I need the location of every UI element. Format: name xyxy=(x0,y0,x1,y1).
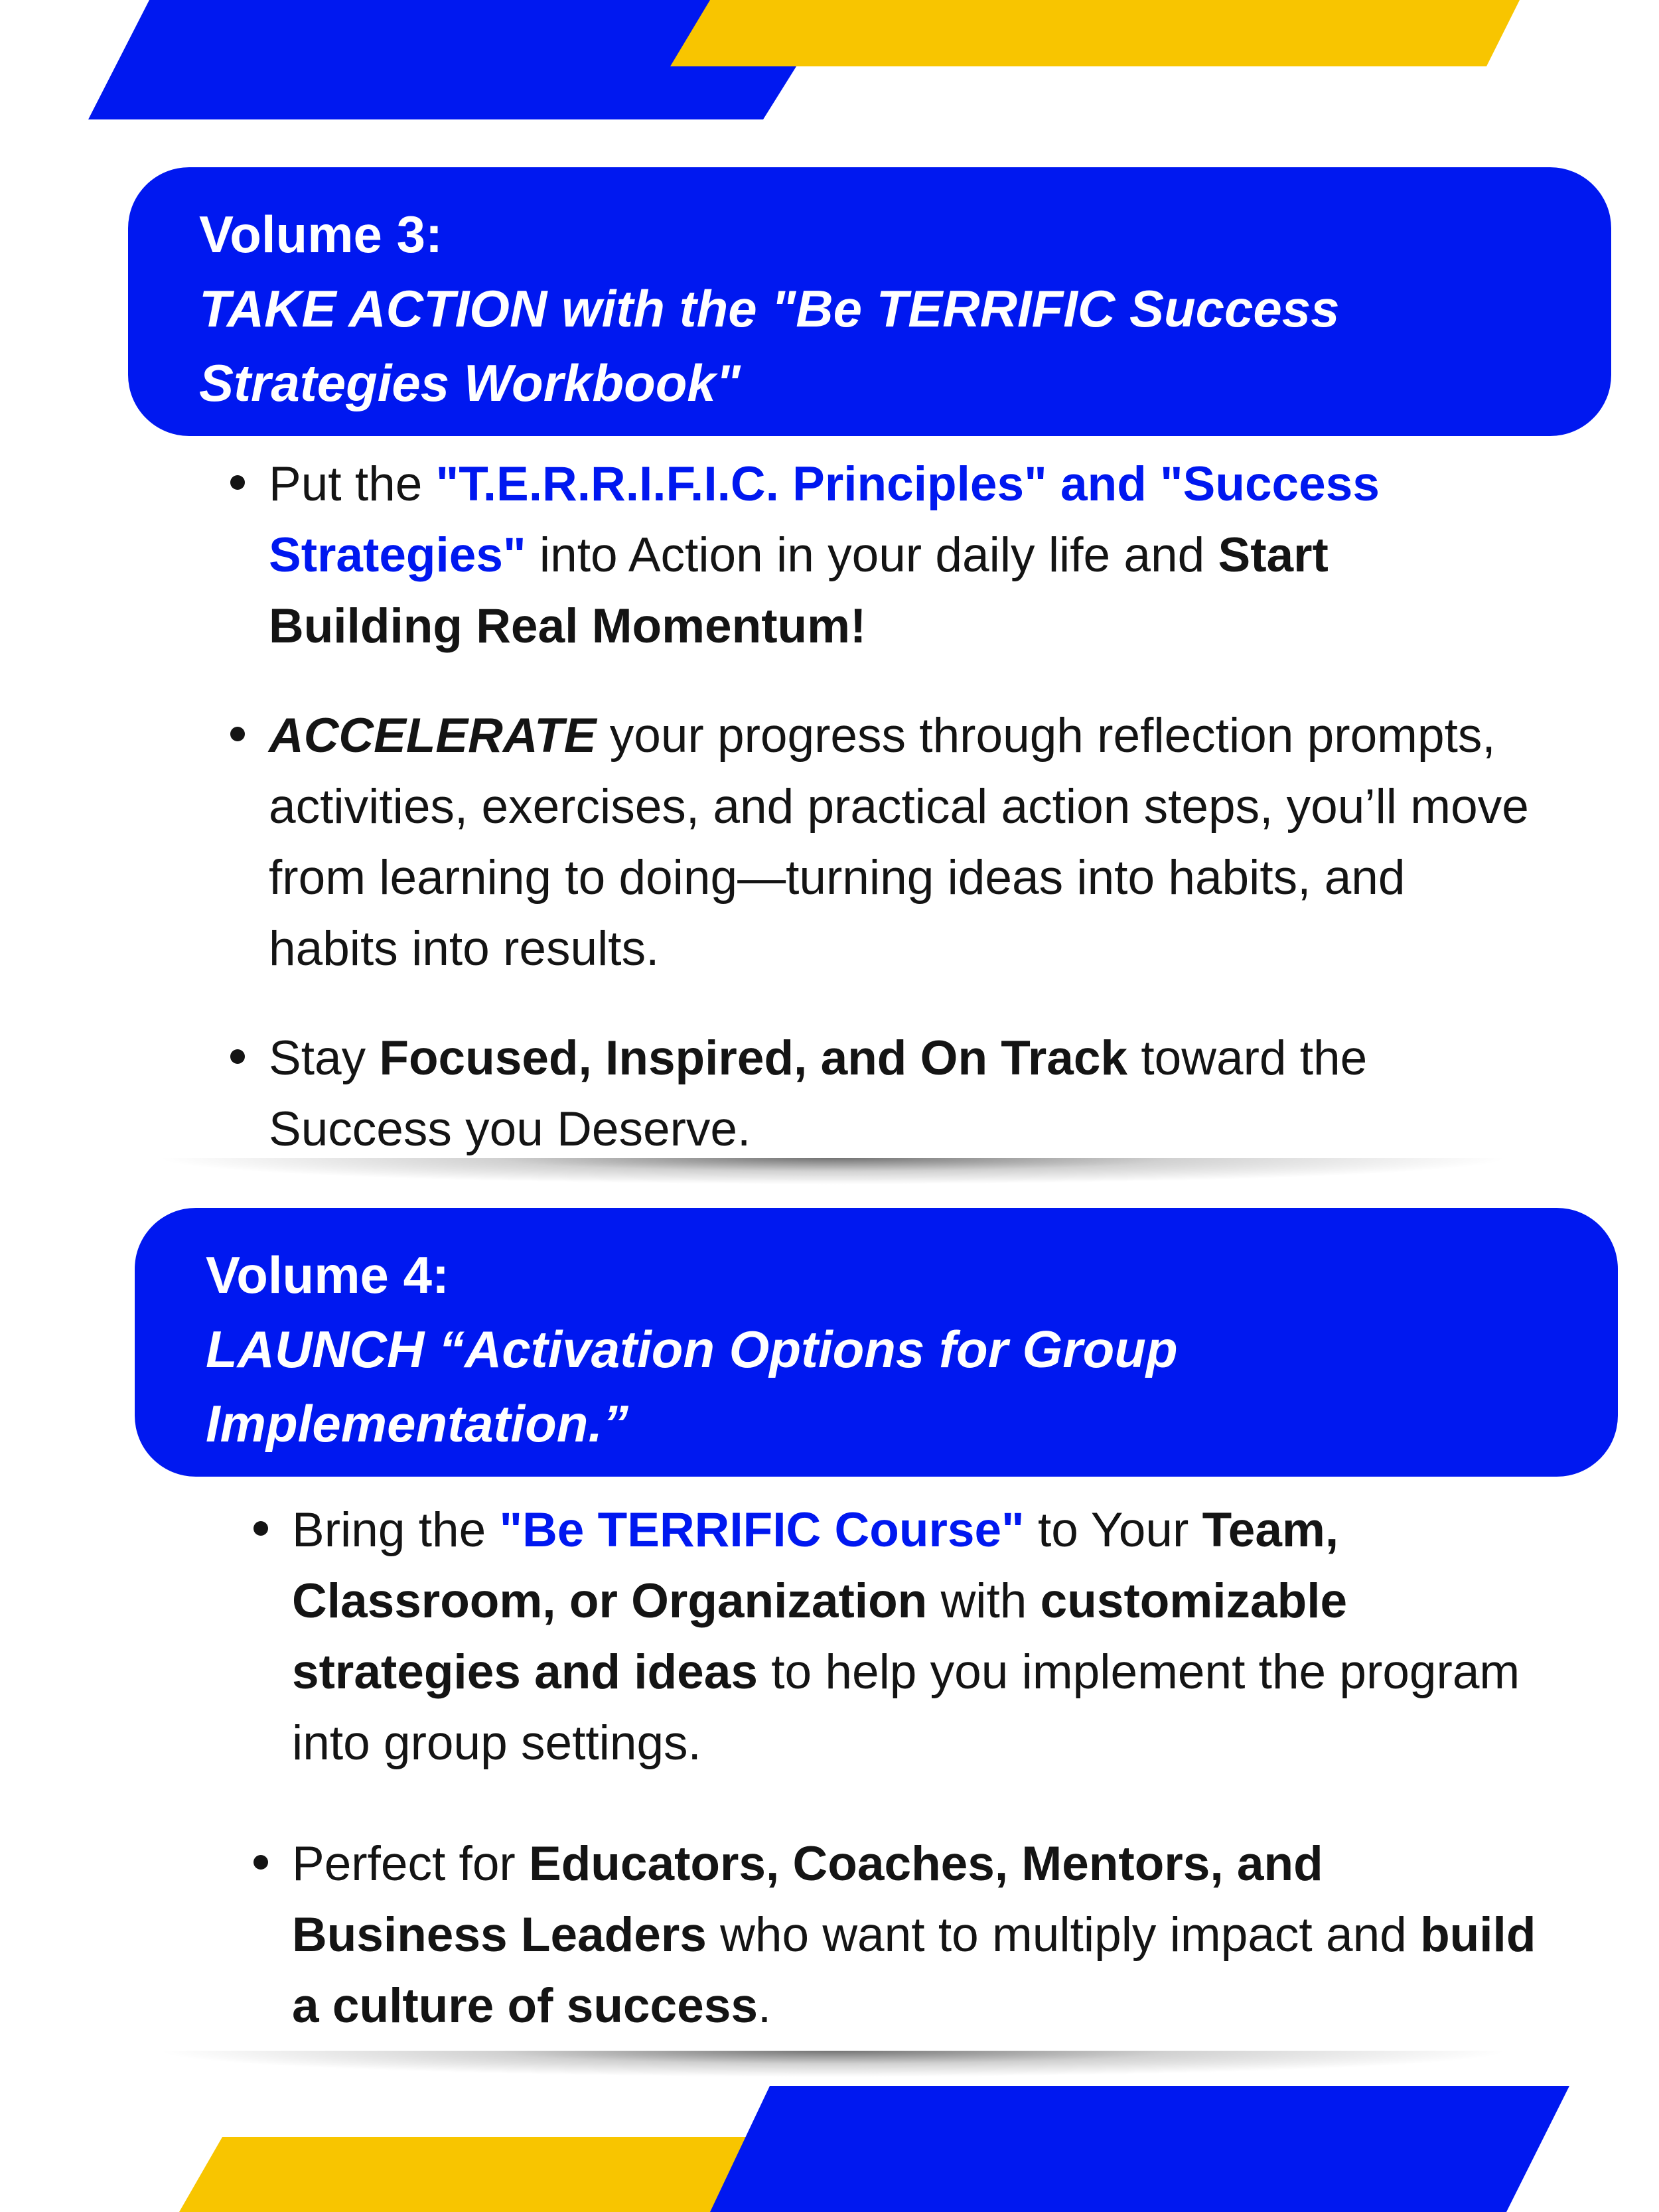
volume-4-subtitle-line1: LAUNCH “Activation Options for Group xyxy=(206,1320,1178,1378)
bottom-yellow-stripe xyxy=(179,2137,763,2212)
volume-3-heading: Volume 3: xyxy=(199,205,443,263)
list-item: Put the "T.E.R.R.I.F.I.C. Principles" and "Success Strategies" into Action in your daily life and Start Building Real Momentum! xyxy=(269,449,1530,662)
volume-4-subtitle-line2: Implementation.” xyxy=(206,1394,629,1453)
list-item: Bring the "Be TERRIFIC Course" to Your Team, Classroom, or Organization with customizable strategies and ideas to help you implement the program into group settings. xyxy=(292,1495,1540,1779)
list-item: Perfect for Educators, Coaches, Mentors, and Business Leaders who want to multiply impact and build a culture of success. xyxy=(292,1828,1540,2041)
volume-4-heading: Volume 4: xyxy=(206,1246,449,1304)
top-yellow-stripe xyxy=(636,0,1520,66)
volume-4-banner xyxy=(135,1208,1618,1477)
bottom-stripes-decoration xyxy=(0,2084,1659,2212)
list-item: Stay Focused, Inspired, and On Track toward the Success you Deserve. xyxy=(269,1023,1530,1165)
section-divider-shadow xyxy=(153,2051,1513,2077)
volume-3-subtitle-line1: TAKE ACTION with the "Be TERRIFIC Success xyxy=(199,279,1340,338)
volume-3-banner xyxy=(128,167,1611,436)
top-stripes-decoration xyxy=(0,0,1659,126)
volume-4-bullet-list xyxy=(292,1495,1540,2080)
volume-3-bullet-list xyxy=(269,449,1530,1203)
volume-3-subtitle-line2: Strategies Workbook" xyxy=(199,354,741,412)
bottom-blue-stripe xyxy=(710,2086,1569,2212)
list-item: ACCELERATE your progress through reflection prompts, activities, exercises, and practical action steps, you’ll move from learning to doing—turning ideas into habits, and habits into results. xyxy=(269,700,1530,984)
section-divider-shadow xyxy=(153,1158,1513,1185)
